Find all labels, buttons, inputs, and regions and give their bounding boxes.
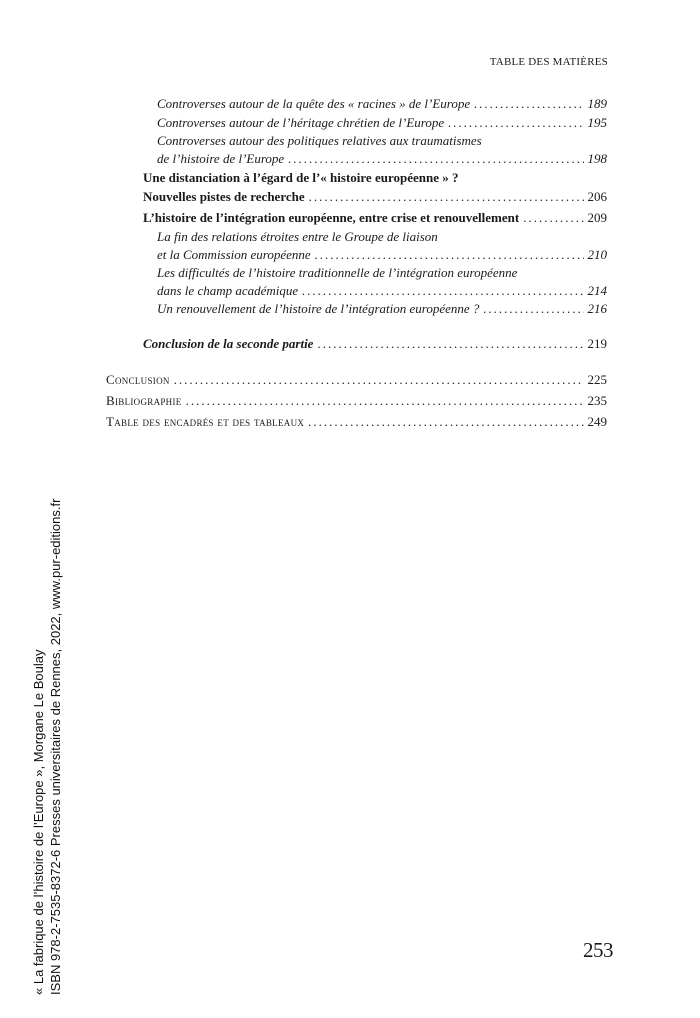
dot-leader <box>317 335 583 353</box>
toc-entry-groupe-liaison-line1: La fin des relations étroites entre le Groupe de liaison <box>157 229 438 244</box>
toc-entry-label: Controverses autour de la quête des « racines » de l’Europe <box>157 96 471 111</box>
toc-entry-racines[interactable] <box>157 95 607 113</box>
toc-entry-page: 195 <box>587 115 607 130</box>
toc-entry-page: 206 <box>587 189 607 204</box>
toc-entry-traumatismes[interactable] <box>157 150 607 168</box>
toc-entry-difficultes-line1: Les difficultés de l’histoire traditionnelle de l’intégration européenne <box>157 265 518 280</box>
dot-leader <box>308 413 583 431</box>
dot-leader <box>309 188 584 206</box>
toc-entry-label: Nouvelles pistes de recherche <box>143 189 305 204</box>
toc-entry-renouvellement[interactable] <box>157 300 607 318</box>
toc-entry-integration-europeenne[interactable] <box>143 209 607 227</box>
dot-leader <box>523 209 583 227</box>
toc-entry-label: L’histoire de l’intégration européenne, entre crise et renouvellement <box>143 210 520 225</box>
toc-entry-label: Conclusion de la seconde partie <box>143 336 314 351</box>
dot-leader <box>315 246 584 264</box>
dot-leader <box>186 392 584 410</box>
toc-entry-traumatismes-line1: Controverses autour des politiques relatives aux traumatismes <box>157 133 482 148</box>
toc-entry-bibliographie[interactable] <box>106 392 607 410</box>
toc-entry-nouvelles-pistes[interactable] <box>143 188 607 206</box>
toc-entry-label: Un renouvellement de l’histoire de l’intégration européenne ? <box>157 301 480 316</box>
dot-leader <box>174 371 584 389</box>
toc-entry-page: 225 <box>587 372 607 387</box>
toc-entry-distanciation-line1: Une distanciation à l’égard de l’« histoire européenne » ? <box>143 170 459 185</box>
toc-entry-label: Table des encadrés et des tableaux <box>106 414 305 429</box>
toc-entry-label: et la Commission européenne <box>157 247 311 262</box>
toc-entry-page: 189 <box>587 96 607 111</box>
toc-entry-label: de l’histoire de l’Europe <box>157 151 285 166</box>
dot-leader <box>483 300 583 318</box>
toc-entry-heritage-chretien[interactable] <box>157 114 607 132</box>
toc-entry-label: Bibliographie <box>106 393 182 408</box>
running-head: TABLE DES MATIÈRES <box>489 56 608 68</box>
toc-entry-conclusion[interactable] <box>106 371 607 389</box>
page-number: 253 <box>583 938 613 962</box>
toc-entry-page: 209 <box>587 210 607 225</box>
toc-entry-label: dans le champ académique <box>157 283 299 298</box>
dot-leader <box>302 282 583 300</box>
toc-entry-page: 216 <box>587 301 607 316</box>
toc-entry-page: 210 <box>587 247 607 262</box>
dot-leader <box>474 95 583 113</box>
toc-entry-label: Controverses autour de l’héritage chrétien de l’Europe <box>157 115 445 130</box>
dot-leader <box>448 114 583 132</box>
side-note-line-2: ISBN 978-2-7535-8372-6 Presses universitaires de Rennes, 2022, www.pur-editions.fr <box>48 498 63 995</box>
toc-entry-conclusion-seconde-partie[interactable] <box>143 335 607 353</box>
toc-entry-page: 235 <box>587 393 607 408</box>
toc-entry-page: 219 <box>587 336 607 351</box>
toc-entry-page: 249 <box>587 414 607 429</box>
toc-entry-page: 214 <box>587 283 607 298</box>
copyright-side-note <box>30 499 64 995</box>
toc-entry-table-encadres[interactable] <box>106 413 607 431</box>
toc-entry-champ-academique[interactable] <box>157 282 607 300</box>
toc-entry-page: 198 <box>587 151 607 166</box>
side-note-line-1: « La fabrique de l’histoire de l’Europe », Morgane Le Boulay <box>31 649 46 995</box>
toc-entry-commission[interactable] <box>157 246 607 264</box>
toc-entry-label: Conclusion <box>106 372 170 387</box>
dot-leader <box>288 150 583 168</box>
